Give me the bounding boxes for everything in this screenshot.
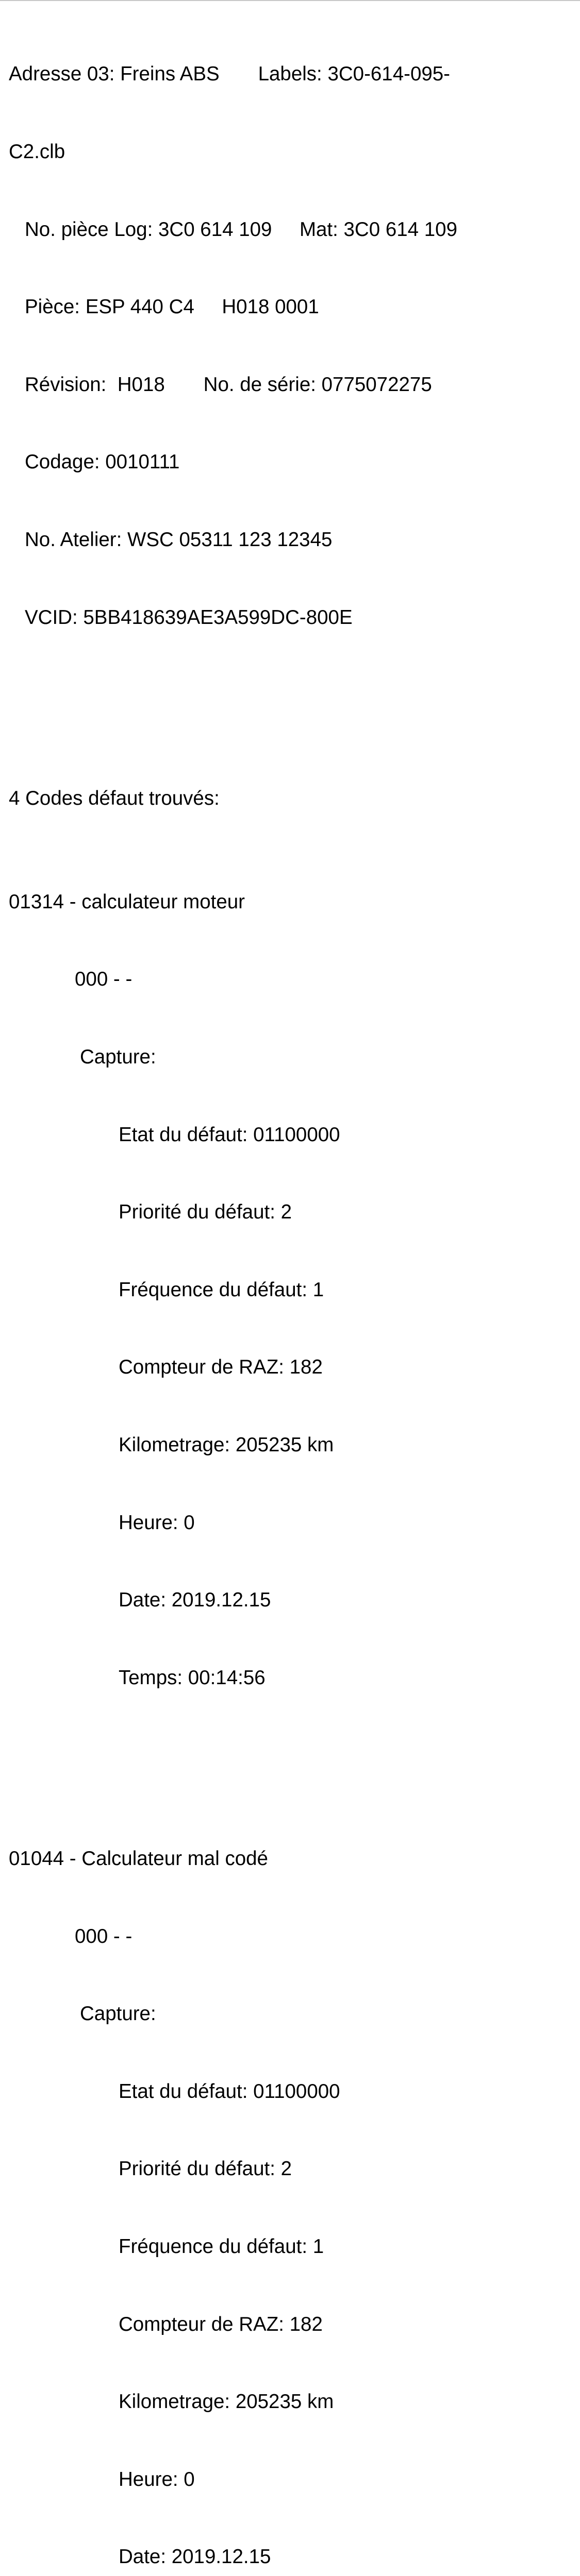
fault-detail-mileage: Kilometrage: 205235 km [119, 1433, 334, 1456]
fault-detail-hour: Heure: 0 [119, 1511, 195, 1534]
faults-found-heading: 4 Codes défaut trouvés: [9, 787, 220, 809]
fault-subcode: 000 - - [75, 968, 132, 991]
capture-label: Capture: [80, 2003, 156, 2025]
capture-label: Capture: [80, 1045, 156, 1068]
fault-detail-frequency: Fréquence du défaut: 1 [119, 1278, 324, 1301]
top-divider [0, 0, 580, 1]
fault-detail-priority: Priorité du défaut: 2 [119, 2158, 292, 2180]
coding-line: Codage: 0010111 [25, 451, 180, 473]
module-address-line: Adresse 03: Freins ABS Labels: 3C0-614-095- [9, 63, 451, 86]
blank-line [9, 682, 573, 708]
part-number-line: No. pièce Log: 3C0 614 109 Mat: 3C0 614 109 [25, 218, 458, 241]
fault-detail-date: Date: 2019.12.15 [119, 1589, 271, 1612]
blank-line [9, 1742, 573, 1768]
fault-subcode: 000 - - [75, 1925, 132, 1947]
fault-title: 01314 - calculateur moteur [9, 890, 245, 913]
fault-detail-status: Etat du défaut: 01100000 [119, 2080, 340, 2103]
fault-detail-reset-counter: Compteur de RAZ: 182 [119, 2313, 323, 2335]
revision-serial-line: Révision: H018 No. de série: 0775072275 [25, 373, 432, 396]
workshop-code-line: No. Atelier: WSC 05311 123 12345 [25, 528, 333, 551]
fault-detail-status: Etat du défaut: 01100000 [119, 1123, 340, 1146]
fault-detail-time: Temps: 00:14:56 [119, 1666, 266, 1689]
module-label-file-line: C2.clb [9, 141, 65, 163]
fault-detail-mileage: Kilometrage: 205235 km [119, 2391, 334, 2413]
fault-detail-date: Date: 2019.12.15 [119, 2546, 271, 2568]
vcid-line: VCID: 5BB418639AE3A599DC-800E [25, 606, 353, 629]
fault-title: 01044 - Calculateur mal codé [9, 1848, 268, 1870]
fault-report-text[interactable] [9, 10, 573, 2576]
fault-detail-frequency: Fréquence du défaut: 1 [119, 2235, 324, 2258]
fault-detail-reset-counter: Compteur de RAZ: 182 [119, 1356, 323, 1379]
component-line: Pièce: ESP 440 C4 H018 0001 [25, 296, 319, 318]
fault-detail-hour: Heure: 0 [119, 2468, 195, 2490]
fault-detail-priority: Priorité du défaut: 2 [119, 1201, 292, 1224]
